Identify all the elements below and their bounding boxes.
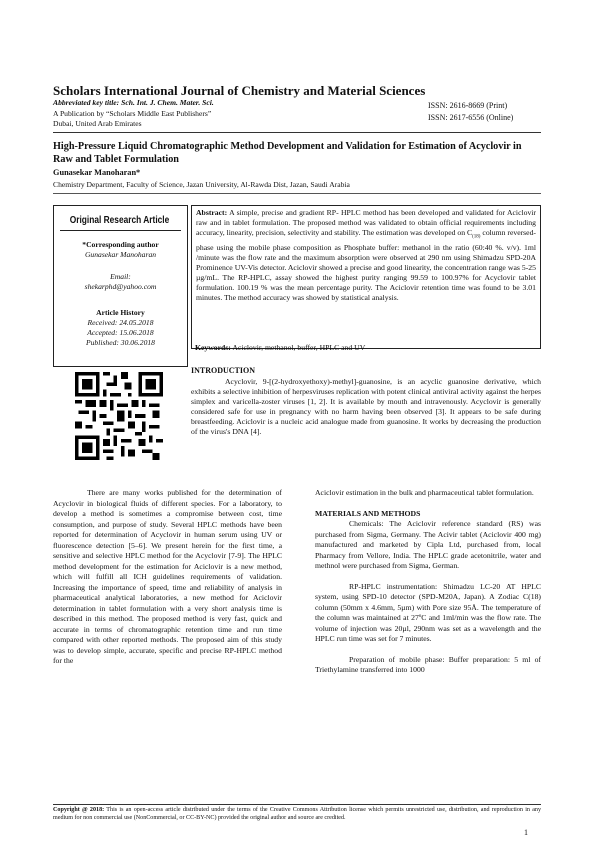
introduction-heading: INTRODUCTION bbox=[191, 366, 256, 375]
abbreviated-title bbox=[53, 98, 214, 107]
right-column-continuation: Aciclovir estimation in the bulk and pharmaceutical tablet formulation. bbox=[315, 488, 534, 497]
abbrev-value: Sch. Int. J. Chem. Mater. Sci. bbox=[121, 98, 214, 107]
page-number: 1 bbox=[524, 828, 528, 837]
copyright-label: Copyright @ 2018: bbox=[53, 807, 105, 813]
abstract-text-a: A simple, precise and gradient RP- HPLC method has been developed and validated for Aciclovir raw and in tablet formulation. The proposed method was validated to obtain official requirements including accuracy, linearity, precision, selectivity and stability. The estimation was developed on C bbox=[196, 208, 536, 238]
right-column bbox=[315, 488, 541, 676]
published-date: Published: 30.06.2018 bbox=[86, 338, 155, 347]
introduction-text bbox=[191, 377, 541, 438]
abstract-text-b: column reversed-phase using the mobile phase composition as Phosphate buffer: methanol in the ratio (60:40 %. v/v). 1ml /minute was the flow rate and the maximum absorption were observed at 290 nm using Shimadzu SPD-20A Prominence UV-Vis detector. Aciclovir showed a precise and good linearity, the concentration range was 5-25 µg/mL. The RP-HPLC, assay showed the highest purity ranging 99.59 to 100.97% for Acyclovir tablet formulation. 100.19 % was the mean percentage purity. The Aciclovir retention time was found to be 3.01 minutes. The method accuracy was showed by statistical analysis. bbox=[196, 228, 536, 303]
abstract-box bbox=[191, 205, 541, 349]
methods-heading: MATERIALS AND METHODS bbox=[315, 508, 421, 518]
email-label: Email: bbox=[110, 272, 131, 281]
keywords-label: Keywords: bbox=[195, 343, 231, 352]
keywords bbox=[191, 343, 541, 352]
abbrev-label: Abbreviated key title: bbox=[53, 98, 120, 107]
copyright-text: This is an open-access article distributed under the terms of the Creative Commons Attribution license which permits unrestricted use, distribution, and reproduction in any medium for non commercial use (NonCommercial, or CC-BY-NC) provided the original author and source are credited. bbox=[53, 807, 541, 821]
left-column-paragraph: There are many works published for the determination of Acyclovir in biological fluids of different species. For a laboratory, to develop a method is sometimes a compromise between cost, time consumption, and purpose of study. Several HPLC methods have been reported for determination of Acyclovir in human serum using UV or fluorescence detection [5–6]. We present herein for the first time, a sensitive and selective HPLC method for the Acyclovir [7-9]. The HPLC method development for the estimation for Aciclovir is a new method, which will fulfill all ICH guidelines requirements of validation. Increasing the importance of speed, time and reliability of analysis in pharmaceutical analytical laboratories, a new method for Aciclovir determination in tablet formulation with a very short analysis time is described in this method. The proposed method is very fast, quick and accurate in terms of chromatographic retention time and run time compared with other reported methods. The proposed aim of this study was to develop simple, accurate, specific and precise RP-HPLC method for the bbox=[53, 488, 282, 665]
left-column bbox=[53, 488, 282, 667]
chemicals-paragraph: Chemicals: The Aciclovir reference standard (RS) was purchased from Sigma, Germany. The Acivir tablet (Aciclovir 400 mg) manufactured and marketed by Cipla Ltd, purchased from, local Pharmacy from Vellore, India. The HPLC grade acetonitrile, water and methnol were purchased from Sigma, German. bbox=[315, 519, 541, 570]
article-title: High-Pressure Liquid Chromatographic Method Development and Validation for Estimation of Acyclovir in Raw and Tablet Formulation bbox=[53, 141, 522, 165]
article-type-underline bbox=[60, 230, 181, 231]
corresponding-author-name: Gunasekar Manoharan bbox=[84, 250, 157, 259]
keywords-value: Aciclovir, methanol, buffer, HPLC and UV bbox=[230, 343, 366, 352]
author-affiliation: Chemistry Department, Faculty of Science, Jazan University, Al-Rawda Dist, Jazan, Saudi Arabia bbox=[53, 180, 350, 189]
qr-code-icon[interactable] bbox=[75, 372, 163, 460]
abstract-label: Abstract: bbox=[196, 208, 228, 217]
issn-online: ISSN: 2617-6556 (Online) bbox=[428, 113, 514, 122]
footer-divider bbox=[53, 804, 541, 805]
received-date: Received: 24.05.2018 bbox=[87, 318, 154, 327]
copyright-notice bbox=[53, 806, 541, 822]
article-history-label: Article History bbox=[96, 308, 145, 317]
header-divider bbox=[53, 132, 541, 133]
issn-print: ISSN: 2616-8669 (Print) bbox=[428, 101, 508, 110]
journal-title: Scholars International Journal of Chemistry and Material Sciences bbox=[53, 83, 426, 98]
email-link[interactable]: shekarphd@yahoo.com bbox=[84, 282, 157, 291]
publisher: A Publication by “Scholars Middle East Publishers” bbox=[53, 109, 212, 118]
abstract-subscript: (18) bbox=[472, 234, 481, 240]
instrumentation-paragraph: RP-HPLC instrumentation: Shimadzu LC-20 AT HPLC system, using SPD-10 detector (SPD-M20A, Japan). A Zodiac C(18) column (50mm x 4.6mm, 5µm) with Pore size 95Å. The temperature of the column was maintained at 27ºC and 1ml/min was the flow rate. The volume of injection was 20µl, 290nm was set as a wavelength and the HPLC run time was set for 7 minutes. bbox=[315, 581, 541, 643]
title-divider bbox=[53, 193, 541, 194]
article-author: Gunasekar Manoharan* bbox=[53, 168, 141, 177]
mobile-phase-paragraph: Preparation of mobile phase: Buffer preparation: 5 ml of Triethylamine transferred into 1000 bbox=[315, 654, 541, 674]
accepted-date: Accepted: 15.06.2018 bbox=[87, 328, 154, 337]
article-type-label: Original Research Article bbox=[69, 215, 170, 226]
publisher-location: Dubai, United Arab Emirates bbox=[53, 119, 142, 128]
corresponding-author-label: *Corresponding author bbox=[82, 240, 159, 249]
introduction-body: Acyclovir, 9-[(2-hydroxyethoxy)-methyl]-guanosine, is an acyclic guanosine derivative, which exhibits a selective inhibition of herpesviruses replication with potent clinical antiviral activity against the herpes simplex and varicella-zoster viruses [1, 2]. It is available by mouth and intravenously. Acyclovir is generally considered safe for use in pregnancy with no harm having been observed [3]. It appears to be safe during breastfeeding. Aciclovir is a nucleic acid analogue made from guanosine. It works by decreasing the production of the virus's DNA [4]. bbox=[191, 377, 541, 437]
